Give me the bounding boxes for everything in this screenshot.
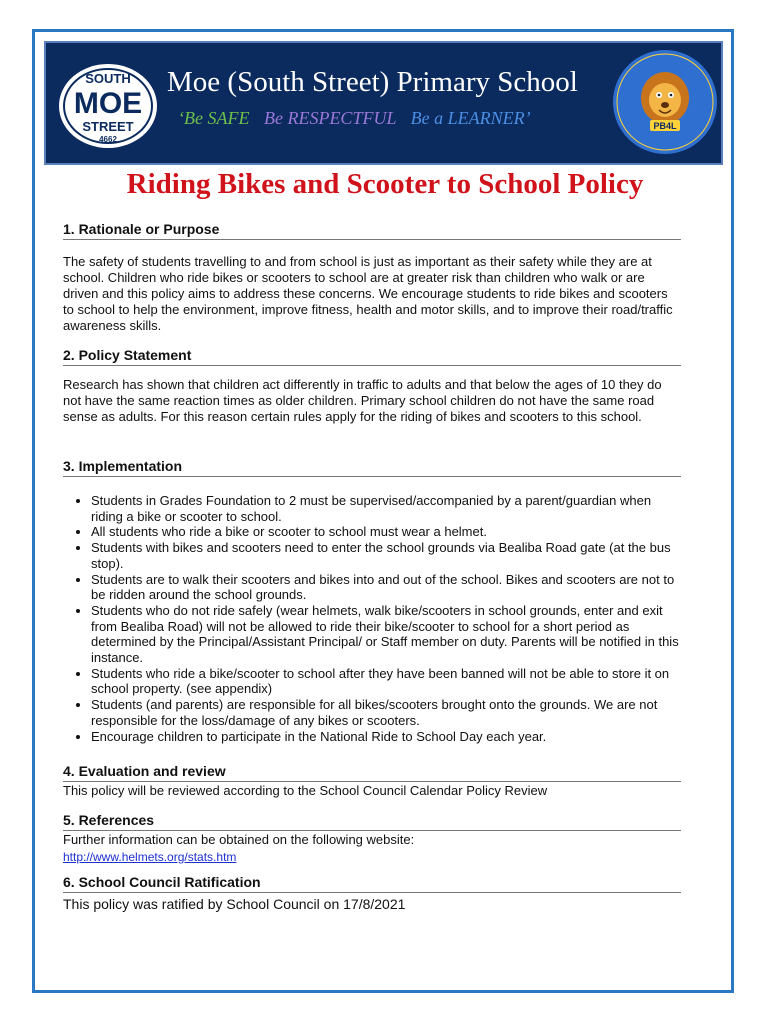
heading-evaluation: 4. Evaluation and review (63, 763, 681, 782)
heading-rationale: 1. Rationale or Purpose (63, 221, 681, 240)
motto-respectful: Be RESPECTFUL (263, 108, 397, 128)
list-item: • Students (and parents) are responsible for all bikes/scooters brought onto the grounds. We are not responsible for the loss/damage of any bikes or scooters. (91, 697, 681, 728)
list-item: • Students with bikes and scooters need to enter the school grounds via Bealiba Road gate (at the bus stop). (91, 540, 681, 571)
pb4l-lion-logo (610, 48, 720, 156)
implementation-list (63, 493, 681, 744)
section-policy-statement (63, 347, 681, 425)
section-references (63, 812, 681, 866)
list-item: • All students who ride a bike or scooter to school must wear a helmet. (91, 524, 681, 540)
list-item: • Students in Grades Foundation to 2 must be supervised/accompanied by a parent/guardian when riding a bike or scooter to school. (91, 493, 681, 524)
section-rationale (63, 221, 681, 334)
list-item: • Students who do not ride safely (wear helmets, walk bike/scooters in school grounds, enter and exit from Bealiba Road) will not be allowed to ride their bike/scooter to school for a short period as determined by the Principal/Assistant Principal/ or Staff member on duty. Parents will be notified in this instance. (91, 603, 681, 666)
heading-implementation: 3. Implementation (63, 458, 681, 477)
text-rationale: The safety of students travelling to and from school is just as important as their safety while they are at school. Children who ride bikes or scooters to school are at greater risk than children who walk or are driven and this policy aims to address these concerns. We encourage students to ride bikes and scooters to school to help the environment, improve fitness, health and motor skills, and to improve their road/traffic awareness skills. (63, 254, 673, 333)
motto-learner: Be a LEARNER’ (410, 108, 531, 128)
page-title: Riding Bikes and Scooter to School Policy (126, 168, 644, 200)
section-implementation (63, 458, 681, 744)
text-references: Further information can be obtained on the following website: (63, 832, 415, 847)
school-name: Moe (South Street) Primary School (167, 66, 578, 98)
pb4l-badge: PB4L (653, 121, 677, 131)
text-ratification: This policy was ratified by School Council on 17/8/2021 (63, 896, 406, 912)
section-ratification (63, 874, 681, 912)
motto-safe: ‘Be SAFE (178, 108, 250, 128)
school-motto (178, 108, 531, 129)
section-evaluation (63, 763, 681, 799)
list-item: • Students who ride a bike/scooter to school after they have been banned will not be able to store it on school property. (see appendix) (91, 666, 681, 697)
helmets-link[interactable]: http://www.helmets.org/stats.htm (63, 850, 237, 864)
heading-references: 5. References (63, 812, 681, 831)
logo-left-line4: 4662 (99, 135, 117, 144)
heading-policy-statement: 2. Policy Statement (63, 347, 681, 366)
logo-left-line1: SOUTH (85, 71, 131, 86)
list-item: • Students are to walk their scooters and bikes into and out of the school. Bikes and scooters are not to be ridden around the school grounds. (91, 572, 681, 603)
school-logo (58, 63, 158, 149)
list-item: • Encourage children to participate in the National Ride to School Day each year. (91, 729, 681, 745)
heading-ratification: 6. School Council Ratification (63, 874, 681, 893)
logo-left-line2: MOE (73, 87, 143, 120)
text-evaluation: This policy will be reviewed according to the School Council Calendar Policy Review (63, 783, 548, 798)
logo-left-line3: STREET (82, 119, 134, 134)
text-policy-statement: Research has shown that children act differently in traffic to adults and that below the ages of 10 they do not have the same reaction times as older children. Primary school children do not have the same road sense as adults. For this reason certain rules apply for the riding of bikes and scooters to this school. (63, 377, 662, 424)
